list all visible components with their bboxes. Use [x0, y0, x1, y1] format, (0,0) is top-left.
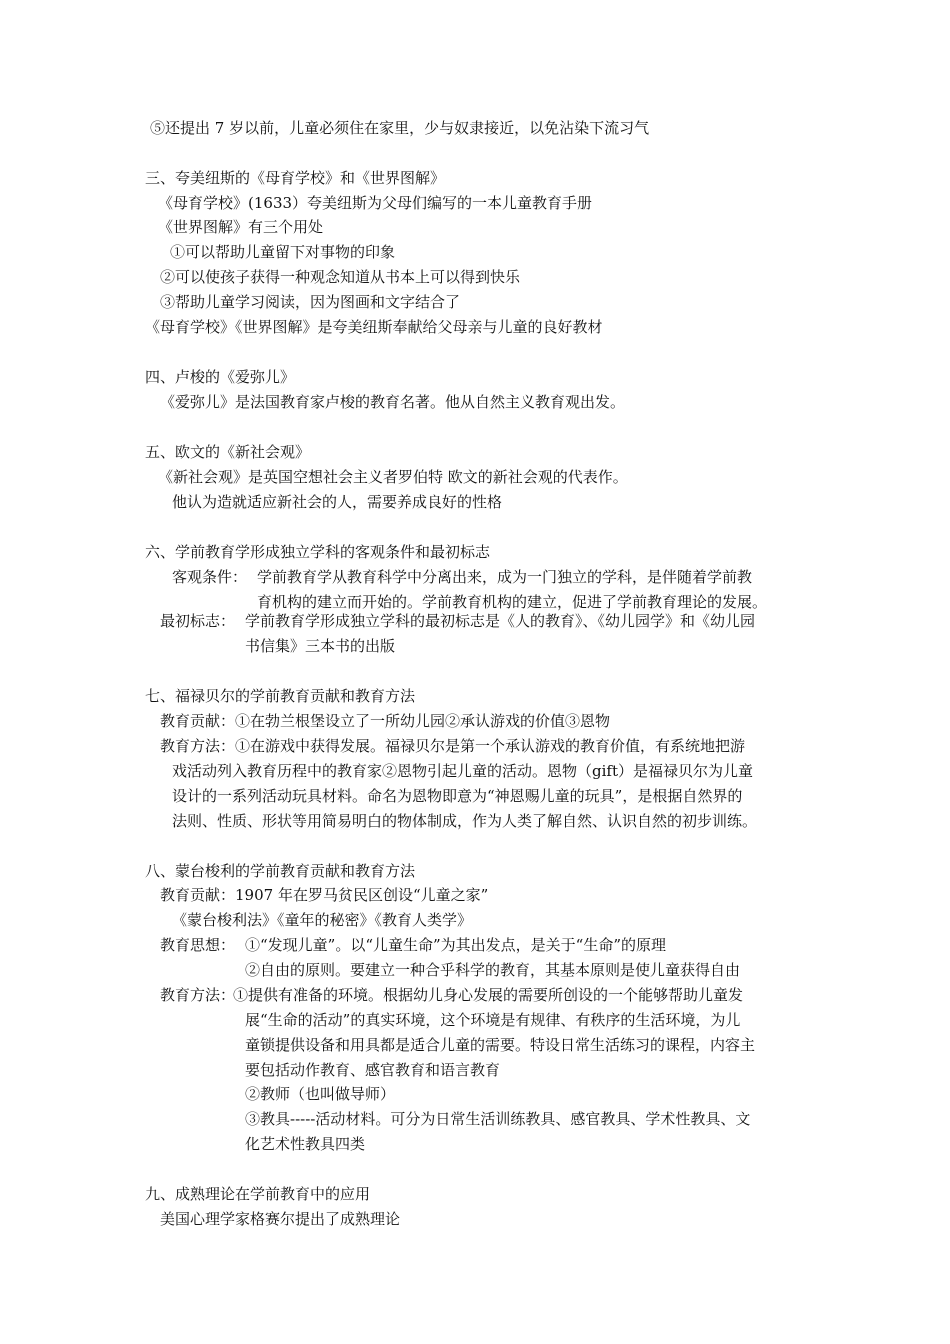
section-8-thought-2: ②自由的原则。要建立一种合乎科学的教育，其基本原则是使儿童获得自由: [245, 961, 741, 979]
section-7-line-3: 戏活动列入教育历程中的教育家②恩物引起儿童的活动。恩物（gift）是福禄贝尔为儿童: [172, 762, 753, 780]
section-3-line-5: ③帮助儿童学习阅读，因为图画和文字结合了: [160, 293, 461, 311]
section-8-label-method: 教育方法：: [160, 986, 236, 1004]
section-8-method-5: ②教师（也叫做导师）: [245, 1085, 396, 1103]
section-6-heading: 六、学前教育学形成独立学科的客观条件和最初标志: [145, 543, 491, 561]
section-3-line-3: ①可以帮助儿童留下对事物的印象: [170, 243, 396, 261]
section-8-method-6: ③教具-----活动材料。可分为日常生活训练教具、感官教具、学术性教具、文: [245, 1110, 751, 1128]
section-4-line-1: 《爱弥儿》是法国教育家卢梭的教育名著。他从自然主义教育观出发。: [160, 393, 626, 411]
section-6-text-initial-1: 学前教育学形成独立学科的最初标志是《人的教育》、《幼儿园学》和《幼儿园: [245, 612, 756, 630]
section-3-heading: 三、夸美纽斯的《母育学校》和《世界图解》: [145, 169, 446, 187]
section-8-method-2: 展“生命的活动”的真实环境，这个环境是有规律、有秩序的生活环境，为儿: [245, 1011, 741, 1029]
section-7-line-5: 法则、性质、形状等用简易明白的物体制成，作为人类了解自然、认识自然的初步训练。: [172, 812, 758, 830]
section-8-line-1: 教育贡献：1907 年在罗马贫民区创设“儿童之家”: [160, 886, 489, 904]
section-6-text-objective-1: 学前教育学从教育科学中分离出来，成为一门独立的学科，是伴随着学前教: [257, 568, 753, 586]
section-8-line-2: 《蒙台梭利法》《童年的秘密》《教育人类学》: [172, 911, 473, 929]
section-3-line-2: 《世界图解》有三个用处: [158, 218, 324, 236]
section-8-thought-1: ①“发现儿童”。以“儿童生命”为其出发点，是关于“生命”的原理: [245, 936, 667, 954]
section-8-label-thought: 教育思想：: [160, 936, 236, 954]
section-4-heading: 四、卢梭的《爱弥儿》: [145, 368, 296, 386]
section-5-line-1: 《新社会观》是英国空想社会主义者罗伯特 欧文的新社会观的代表作。: [158, 468, 628, 486]
section-3-line-4: ②可以使孩子获得一种观念知道从书本上可以得到快乐: [160, 268, 521, 286]
section-7-heading: 七、福禄贝尔的学前教育贡献和教育方法: [145, 687, 416, 705]
section-8-method-1: ①提供有准备的环境。根据幼儿身心发展的需要所创设的一个能够帮助儿童发: [233, 986, 744, 1004]
section-5-heading: 五、欧文的《新社会观》: [145, 443, 311, 461]
section-3-line-1: 《母育学校》(1633）夸美纽斯为父母们编写的一本儿童教育手册: [158, 194, 593, 212]
section-6-text-initial-2: 书信集》三本书的出版: [245, 637, 396, 655]
section-5-line-2: 他认为造就适应新社会的人，需要养成良好的性格: [172, 493, 503, 511]
top-line: ⑤还提出 7 岁以前，儿童必须住在家里，少与奴隶接近，以免沾染下流习气: [150, 119, 650, 137]
section-8-method-3: 童锁提供设备和用具都是适合儿童的需要。特设日常生活练习的课程，内容主: [245, 1036, 756, 1054]
section-6-text-objective-2: 育机构的建立而开始的。学前教育机构的建立，促进了学前教育理论的发展。: [257, 593, 768, 611]
section-7-line-2: 教育方法：①在游戏中获得发展。福禄贝尔是第一个承认游戏的教育价值，有系统地把游: [160, 737, 746, 755]
section-7-line-1: 教育贡献：①在勃兰根堡设立了一所幼儿园②承认游戏的价值③恩物: [160, 712, 611, 730]
section-6-label-objective: 客观条件：: [172, 568, 248, 586]
section-3-line-6: 《母育学校》《世界图解》是夸美纽斯奉献给父母亲与儿童的良好教材: [145, 318, 603, 336]
section-9-line-1: 美国心理学家格赛尔提出了成熟理论: [160, 1210, 401, 1228]
section-6-label-initial: 最初标志：: [160, 612, 236, 630]
section-8-method-4: 要包括动作教育、感官教育和语言教育: [245, 1061, 501, 1079]
section-8-method-7: 化艺术性教具四类: [245, 1135, 366, 1153]
section-7-line-4: 设计的一系列活动玩具材料。命名为恩物即意为“神恩赐儿童的玩具”，是根据自然界的: [172, 787, 743, 805]
section-8-heading: 八、蒙台梭利的学前教育贡献和教育方法: [145, 862, 416, 880]
section-9-heading: 九、成熟理论在学前教育中的应用: [145, 1185, 371, 1203]
